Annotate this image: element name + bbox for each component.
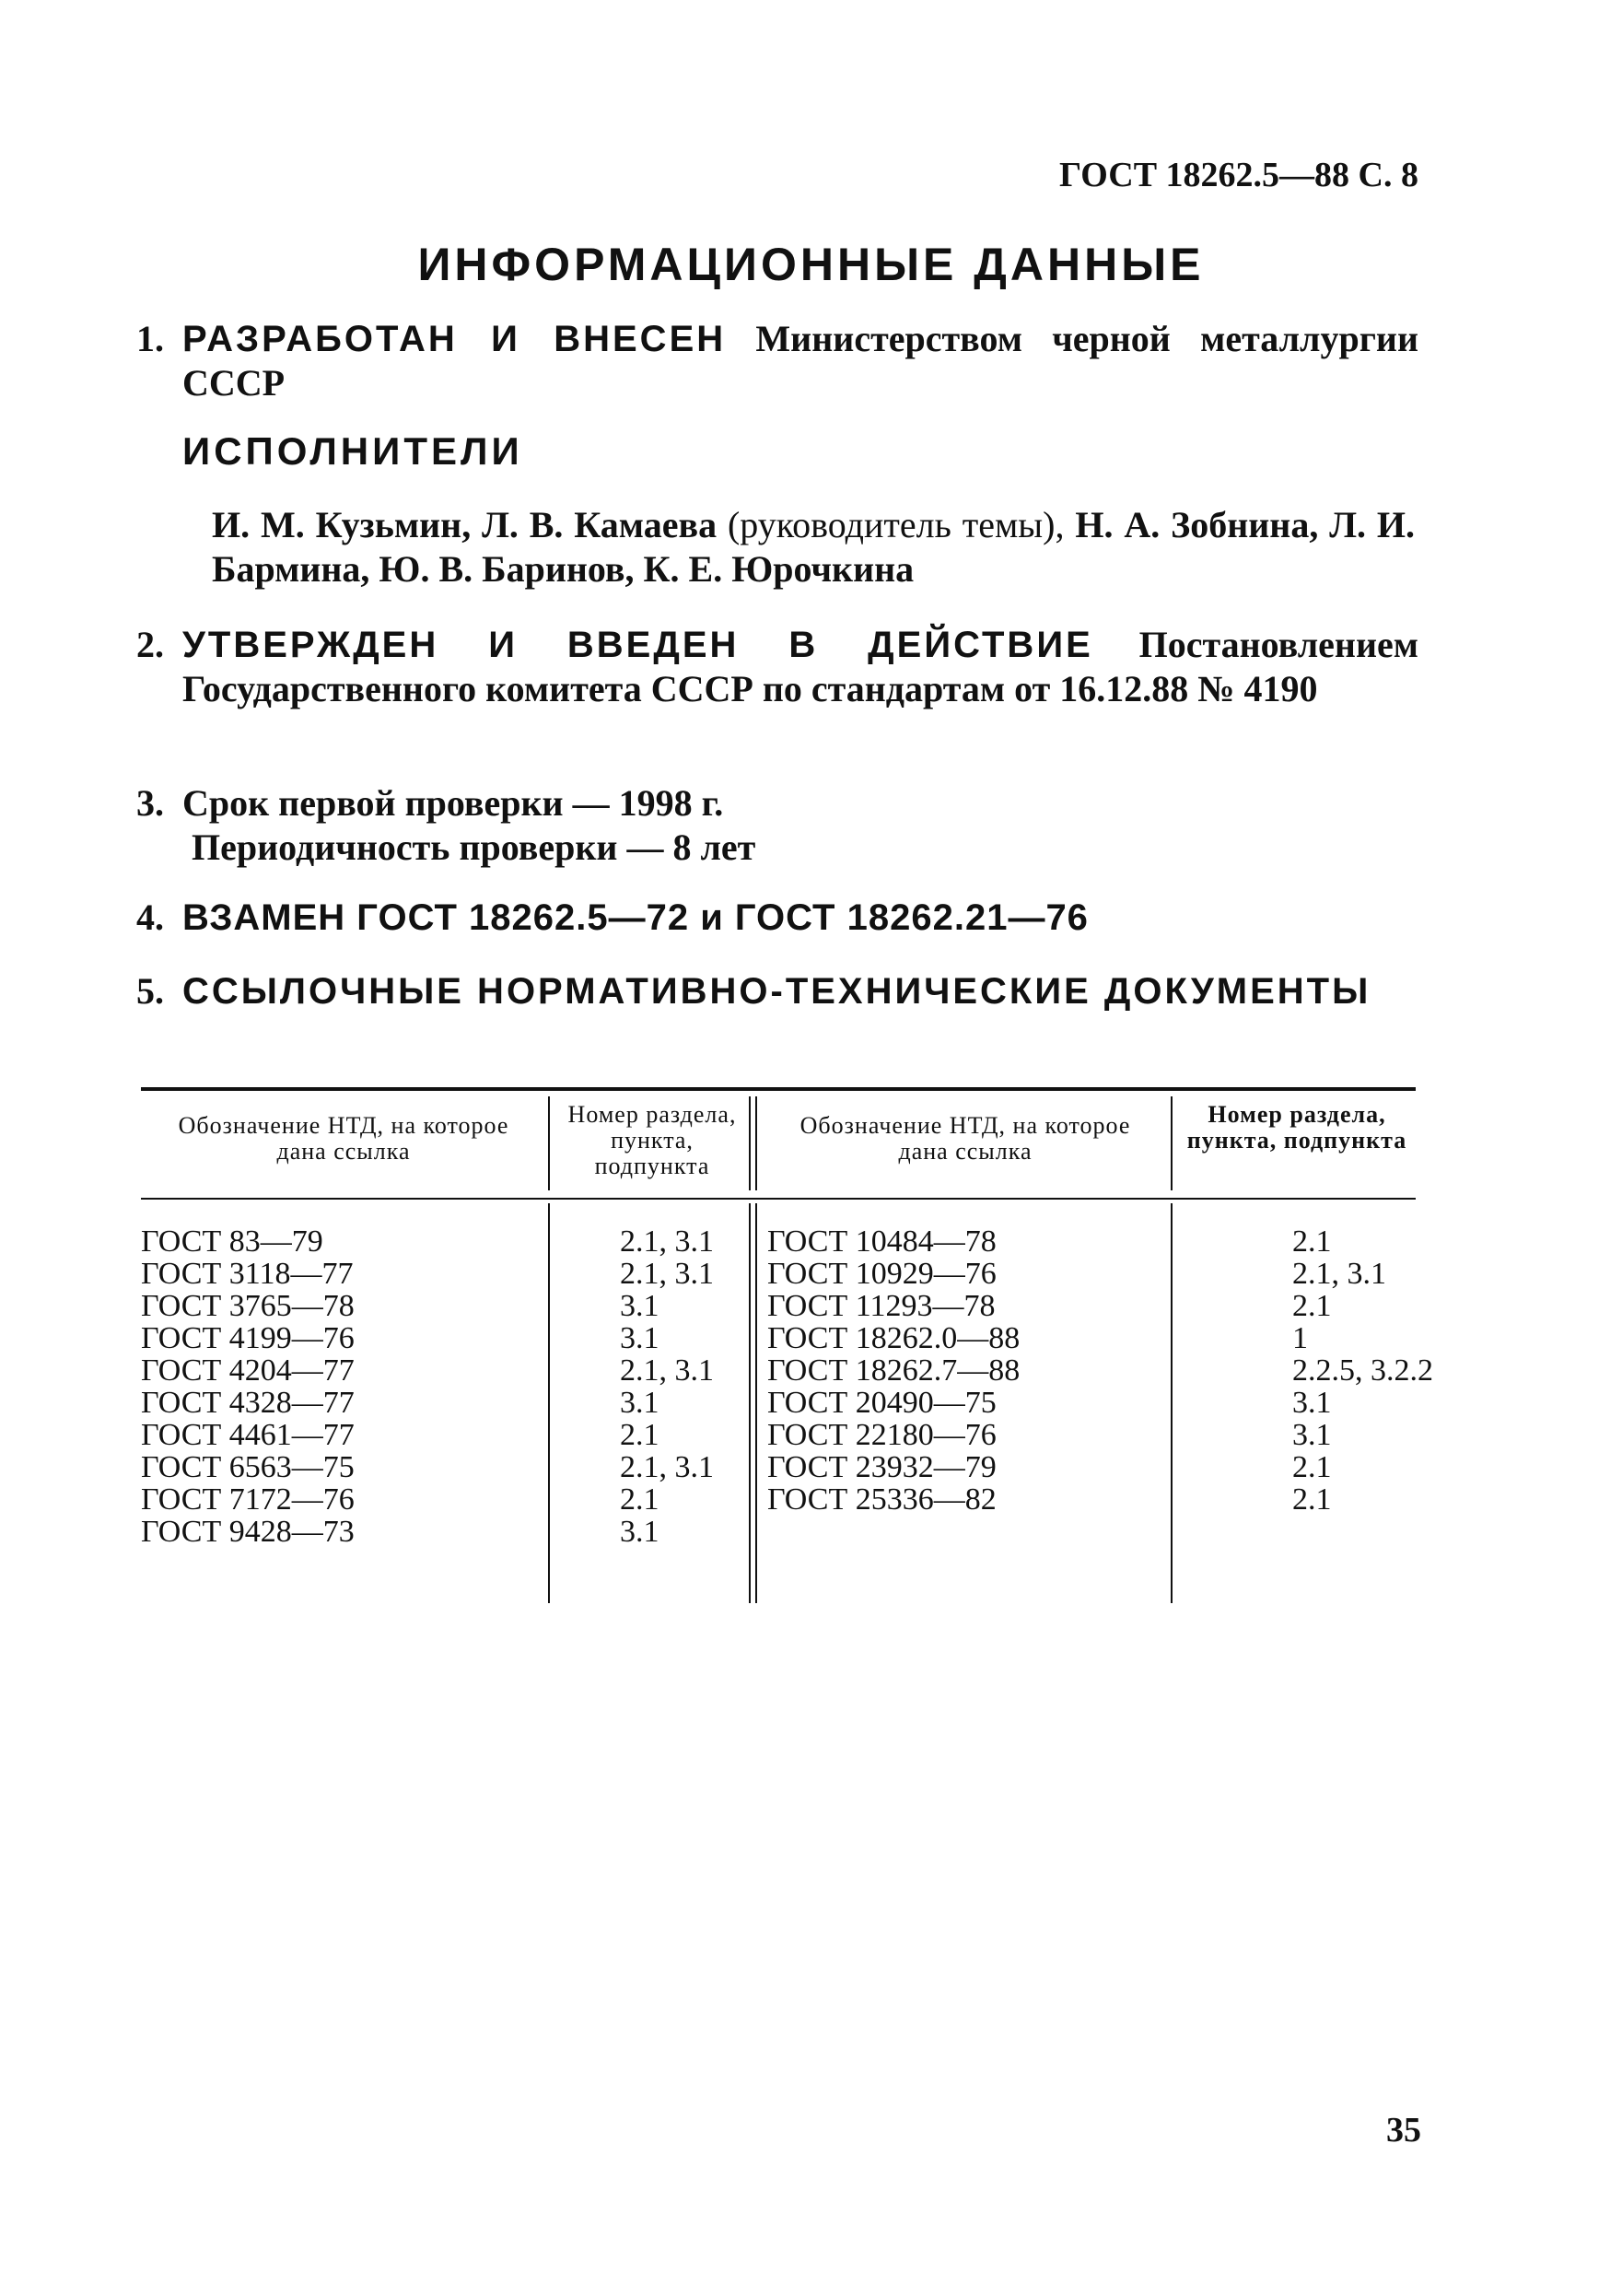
page-title: ИНФОРМАЦИОННЫЕ ДАННЫЕ: [417, 239, 1205, 290]
right-doc-column: [767, 1225, 1163, 1516]
left-doc-column: [141, 1225, 537, 1548]
table-cell-doc: ГОСТ 4328—77: [141, 1386, 355, 1420]
table-cell-ref: 2.2.5, 3.2.2: [1292, 1353, 1433, 1388]
table-cell-doc: ГОСТ 20490—75: [767, 1386, 997, 1420]
right-ref-column: [1292, 1224, 1433, 1517]
performers-list: [212, 503, 1415, 592]
table-header-doc-left: Обозначение НТД, на которое дана ссылка: [178, 1112, 509, 1165]
table-cell-ref: 2.1: [620, 1482, 659, 1517]
table-cell-doc: ГОСТ 4461—77: [141, 1418, 355, 1452]
table-divider: [749, 1096, 751, 1190]
table-cell-ref: 3.1: [620, 1289, 659, 1323]
table-divider: [548, 1096, 550, 1190]
section-2-text: [182, 623, 1418, 711]
table-cell-ref: 1: [1292, 1321, 1308, 1355]
table-cell-ref: 3.1: [1292, 1418, 1332, 1452]
section-3-line-2: Периодичность проверки — 8 лет: [192, 826, 756, 868]
table-cell-doc: ГОСТ 9428—73: [141, 1515, 355, 1549]
references-table: [141, 1087, 1433, 1603]
table-cell-doc: ГОСТ 23932—79: [767, 1450, 997, 1484]
table-cell-ref: 2.1: [1292, 1482, 1332, 1517]
table-cell-ref: 2.1, 3.1: [620, 1224, 714, 1259]
table-top-rule: [141, 1087, 1416, 1091]
table-cell-ref: 2.1: [1292, 1224, 1332, 1259]
table-cell-doc: ГОСТ 11293—78: [767, 1289, 996, 1323]
table-cell-doc: ГОСТ 83—79: [141, 1224, 323, 1259]
performers-a: И. М. Кузьмин, Л. В. Камаева: [212, 504, 718, 545]
table-header-doc-right: Обозначение НТД, на которое дана ссылка: [799, 1112, 1131, 1165]
table-cell-doc: ГОСТ 4204—77: [141, 1353, 355, 1388]
table-cell-doc: ГОСТ 25336—82: [767, 1482, 997, 1517]
table-cell-doc: ГОСТ 10929—76: [767, 1257, 997, 1291]
section-3-number: 3.: [136, 782, 164, 824]
table-divider: [1171, 1096, 1173, 1190]
table-cell-doc: ГОСТ 18262.0—88: [767, 1321, 1021, 1355]
table-header-ref-right: Номер раздела, пункта, подпункта: [1186, 1101, 1407, 1154]
table-divider: [749, 1203, 751, 1603]
table-cell-ref: 2.1: [1292, 1450, 1332, 1484]
performers-b: Н. А. Зобнина, Л. И. Бармина, Ю. В. Баринов, К. Е. Юрочкина: [212, 504, 1415, 590]
section-5-number: 5.: [136, 970, 164, 1012]
page-number: 35: [1386, 2111, 1421, 2150]
table-cell-ref: 2.1, 3.1: [1292, 1257, 1386, 1291]
table-cell-ref: 2.1: [1292, 1289, 1332, 1323]
table-cell-doc: ГОСТ 7172—76: [141, 1482, 355, 1517]
table-cell-doc: ГОСТ 3765—78: [141, 1289, 355, 1323]
table-cell-doc: ГОСТ 10484—78: [767, 1224, 997, 1259]
section-2-body: Постановлением Государственного комитета СССР по стандартам от 16.12.88 № 4190: [182, 624, 1419, 709]
section-1-number: 1.: [136, 318, 164, 359]
section-4-text: ВЗАМЕН ГОСТ 18262.5—72 и ГОСТ 18262.21—76: [182, 897, 1089, 938]
table-header-ref-left: Номер раздела, пункта, подпункта: [567, 1101, 737, 1179]
table-cell-ref: 2.1: [620, 1418, 659, 1452]
table-divider: [755, 1203, 757, 1603]
table-divider: [755, 1096, 757, 1190]
table-cell-doc: ГОСТ 18262.7—88: [767, 1353, 1021, 1388]
table-cell-doc: ГОСТ 6563—75: [141, 1450, 355, 1484]
section-3-line-1: Срок первой проверки — 1998 г.: [182, 782, 724, 824]
section-1-body: Министерством черной металлургии СССР: [182, 318, 1419, 404]
table-divider: [548, 1203, 550, 1603]
section-2-caps: УТВЕРЖДЕН И ВВЕДЕН В ДЕЙСТВИЕ: [182, 625, 1093, 665]
table-cell-ref: 3.1: [620, 1386, 659, 1420]
table-cell-ref: 2.1, 3.1: [620, 1353, 714, 1388]
section-1-text: [182, 317, 1418, 405]
table-cell-ref: 3.1: [620, 1515, 659, 1549]
section-1-caps: РАЗРАБОТАН И ВНЕСЕН: [182, 319, 727, 359]
table-cell-doc: ГОСТ 3118—77: [141, 1257, 354, 1291]
table-header-rule: [141, 1198, 1416, 1200]
table-cell-doc: ГОСТ 22180—76: [767, 1418, 997, 1452]
table-cell-ref: 2.1, 3.1: [620, 1450, 714, 1484]
section-4-number: 4.: [136, 896, 164, 938]
section-2-number: 2.: [136, 624, 164, 665]
table-cell-doc: ГОСТ 4199—76: [141, 1321, 355, 1355]
section-5-text: ССЫЛОЧНЫЕ НОРМАТИВНО-ТЕХНИЧЕСКИЕ ДОКУМЕНТЫ: [182, 971, 1371, 1012]
table-cell-ref: 3.1: [620, 1321, 659, 1355]
page-header: ГОСТ 18262.5—88 С. 8: [1059, 156, 1418, 194]
table-divider: [1171, 1203, 1173, 1603]
table-cell-ref: 2.1, 3.1: [620, 1257, 714, 1291]
left-ref-column: [620, 1225, 744, 1548]
table-cell-ref: 3.1: [1292, 1386, 1332, 1420]
section-3-text: [182, 781, 1418, 870]
performers-note: (руководитель темы),: [727, 504, 1065, 545]
performers-label: ИСПОЛНИТЕЛИ: [182, 429, 523, 473]
